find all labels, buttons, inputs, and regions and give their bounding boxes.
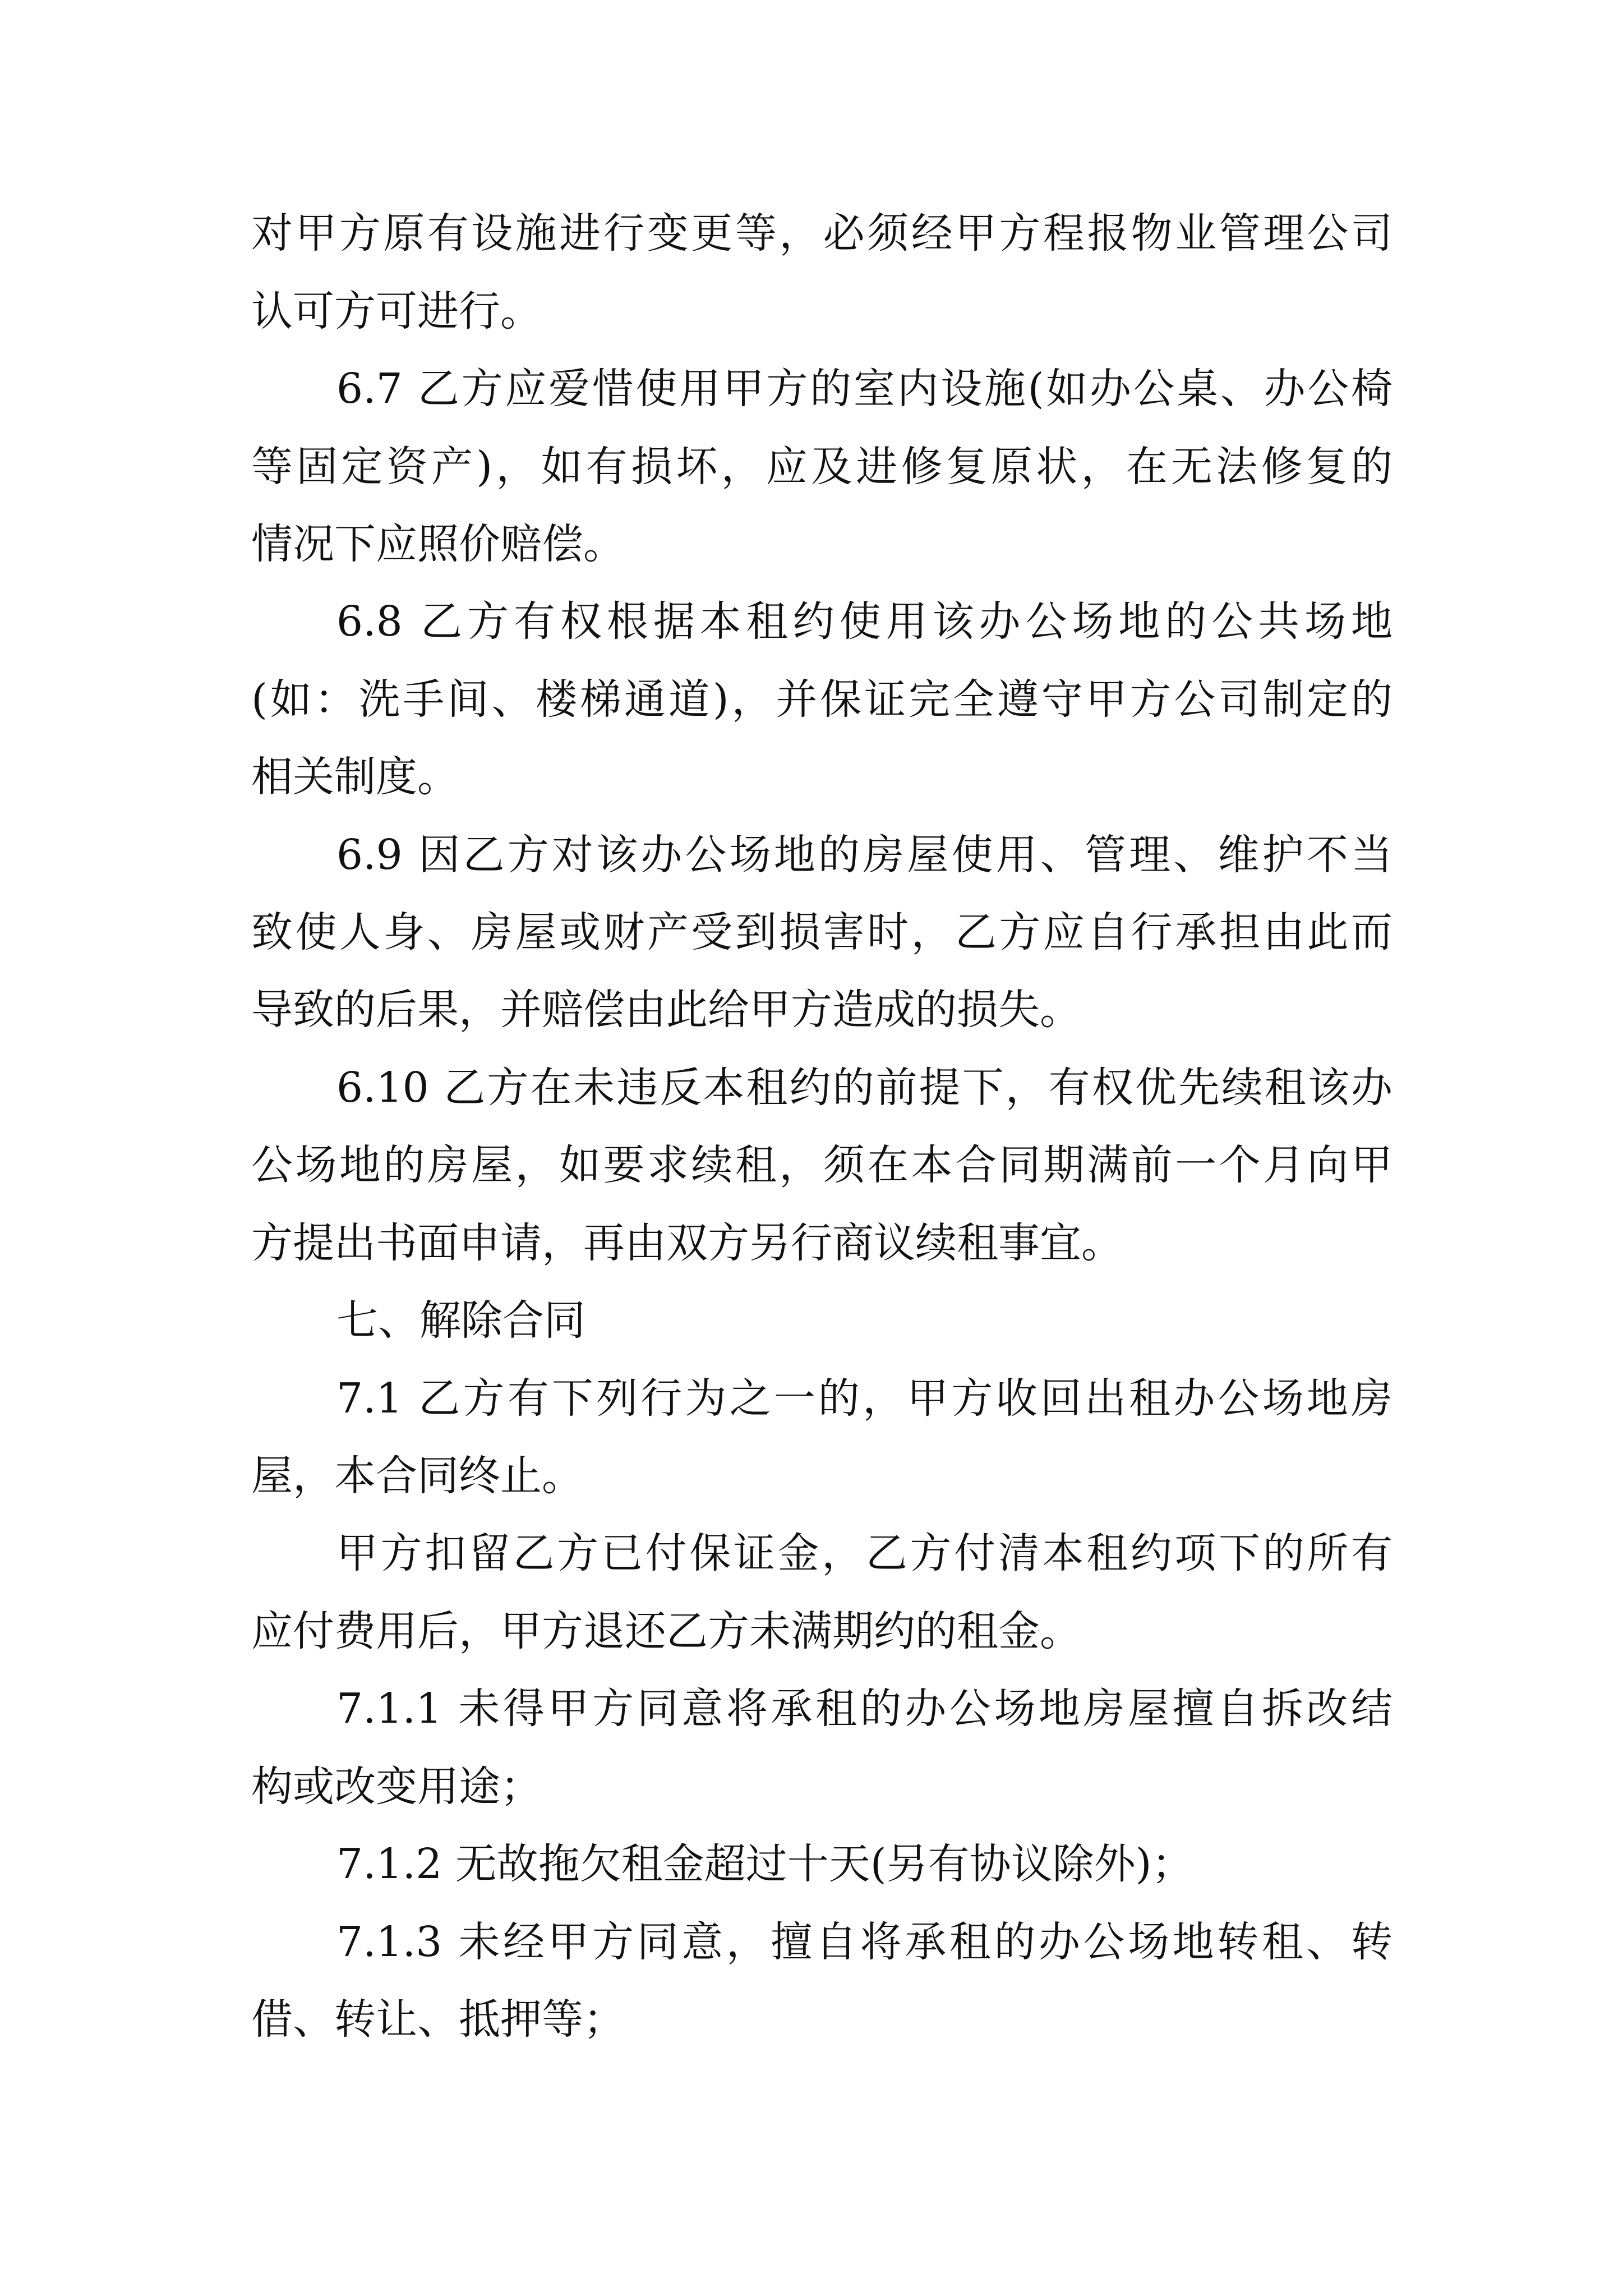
text-line: 6.10 乙方在未违反本租约的前提下，有权优先续租该办 — [336, 1064, 1393, 1112]
text-line: 相关制度。 — [251, 753, 459, 801]
text-line: 甲方扣留乙方已付保证金，乙方付清本租约项下的所有 — [336, 1529, 1393, 1577]
text-line: 认可方可进行。 — [251, 287, 542, 335]
text-line: 应付费用后，甲方退还乙方未满期约的租金。 — [251, 1607, 1081, 1655]
text-line: 屋，本合同终止。 — [251, 1452, 583, 1500]
text-line: 导致的后果，并赔偿由此给甲方造成的损失。 — [251, 986, 1081, 1034]
text-line: 7.1 乙方有下列行为之一的，甲方收回出租办公场地房 — [336, 1374, 1393, 1423]
text-line: 7.1.2 无故拖欠租金超过十天(另有协议除外)； — [336, 1840, 1193, 1888]
text-line: 对甲方原有设施进行变更等，必须经甲方程报物业管理公司 — [251, 209, 1393, 257]
text-line: 6.8 乙方有权根据本租约使用该办公场地的公共场地 — [336, 597, 1393, 646]
text-line: 方提出书面申请，再由双方另行商议续租事宜。 — [251, 1219, 1123, 1267]
text-line: 等固定资产)，如有损坏，应及进修复原状，在无法修复的 — [251, 443, 1393, 491]
text-line: 致使人身、房屋或财产受到损害时，乙方应自行承担由此而 — [251, 908, 1393, 956]
text-line: 情况下应照价赔偿。 — [251, 520, 625, 568]
text-line: 6.7 乙方应爱惜使用甲方的室内设施(如办公桌、办公椅 — [336, 365, 1393, 413]
text-line: (如：洗手间、楼梯通道)，并保证完全遵守甲方公司制定的 — [251, 675, 1393, 724]
text-line: 7.1.3 未经甲方同意，擅自将承租的办公场地转租、转 — [336, 1918, 1393, 1966]
text-line: 7.1.1 未得甲方同意将承租的办公场地房屋擅自拆改结 — [336, 1685, 1393, 1733]
text-line: 构或改变用途； — [251, 1763, 542, 1811]
text-line: 公场地的房屋，如要求续租，须在本合同期满前一个月向甲 — [251, 1141, 1393, 1189]
text-line: 借、转让、抵押等； — [251, 1995, 625, 2044]
text-line: 6.9 因乙方对该办公场地的房屋使用、管理、维护不当 — [336, 831, 1393, 879]
section-heading: 七、解除合同 — [336, 1296, 585, 1345]
